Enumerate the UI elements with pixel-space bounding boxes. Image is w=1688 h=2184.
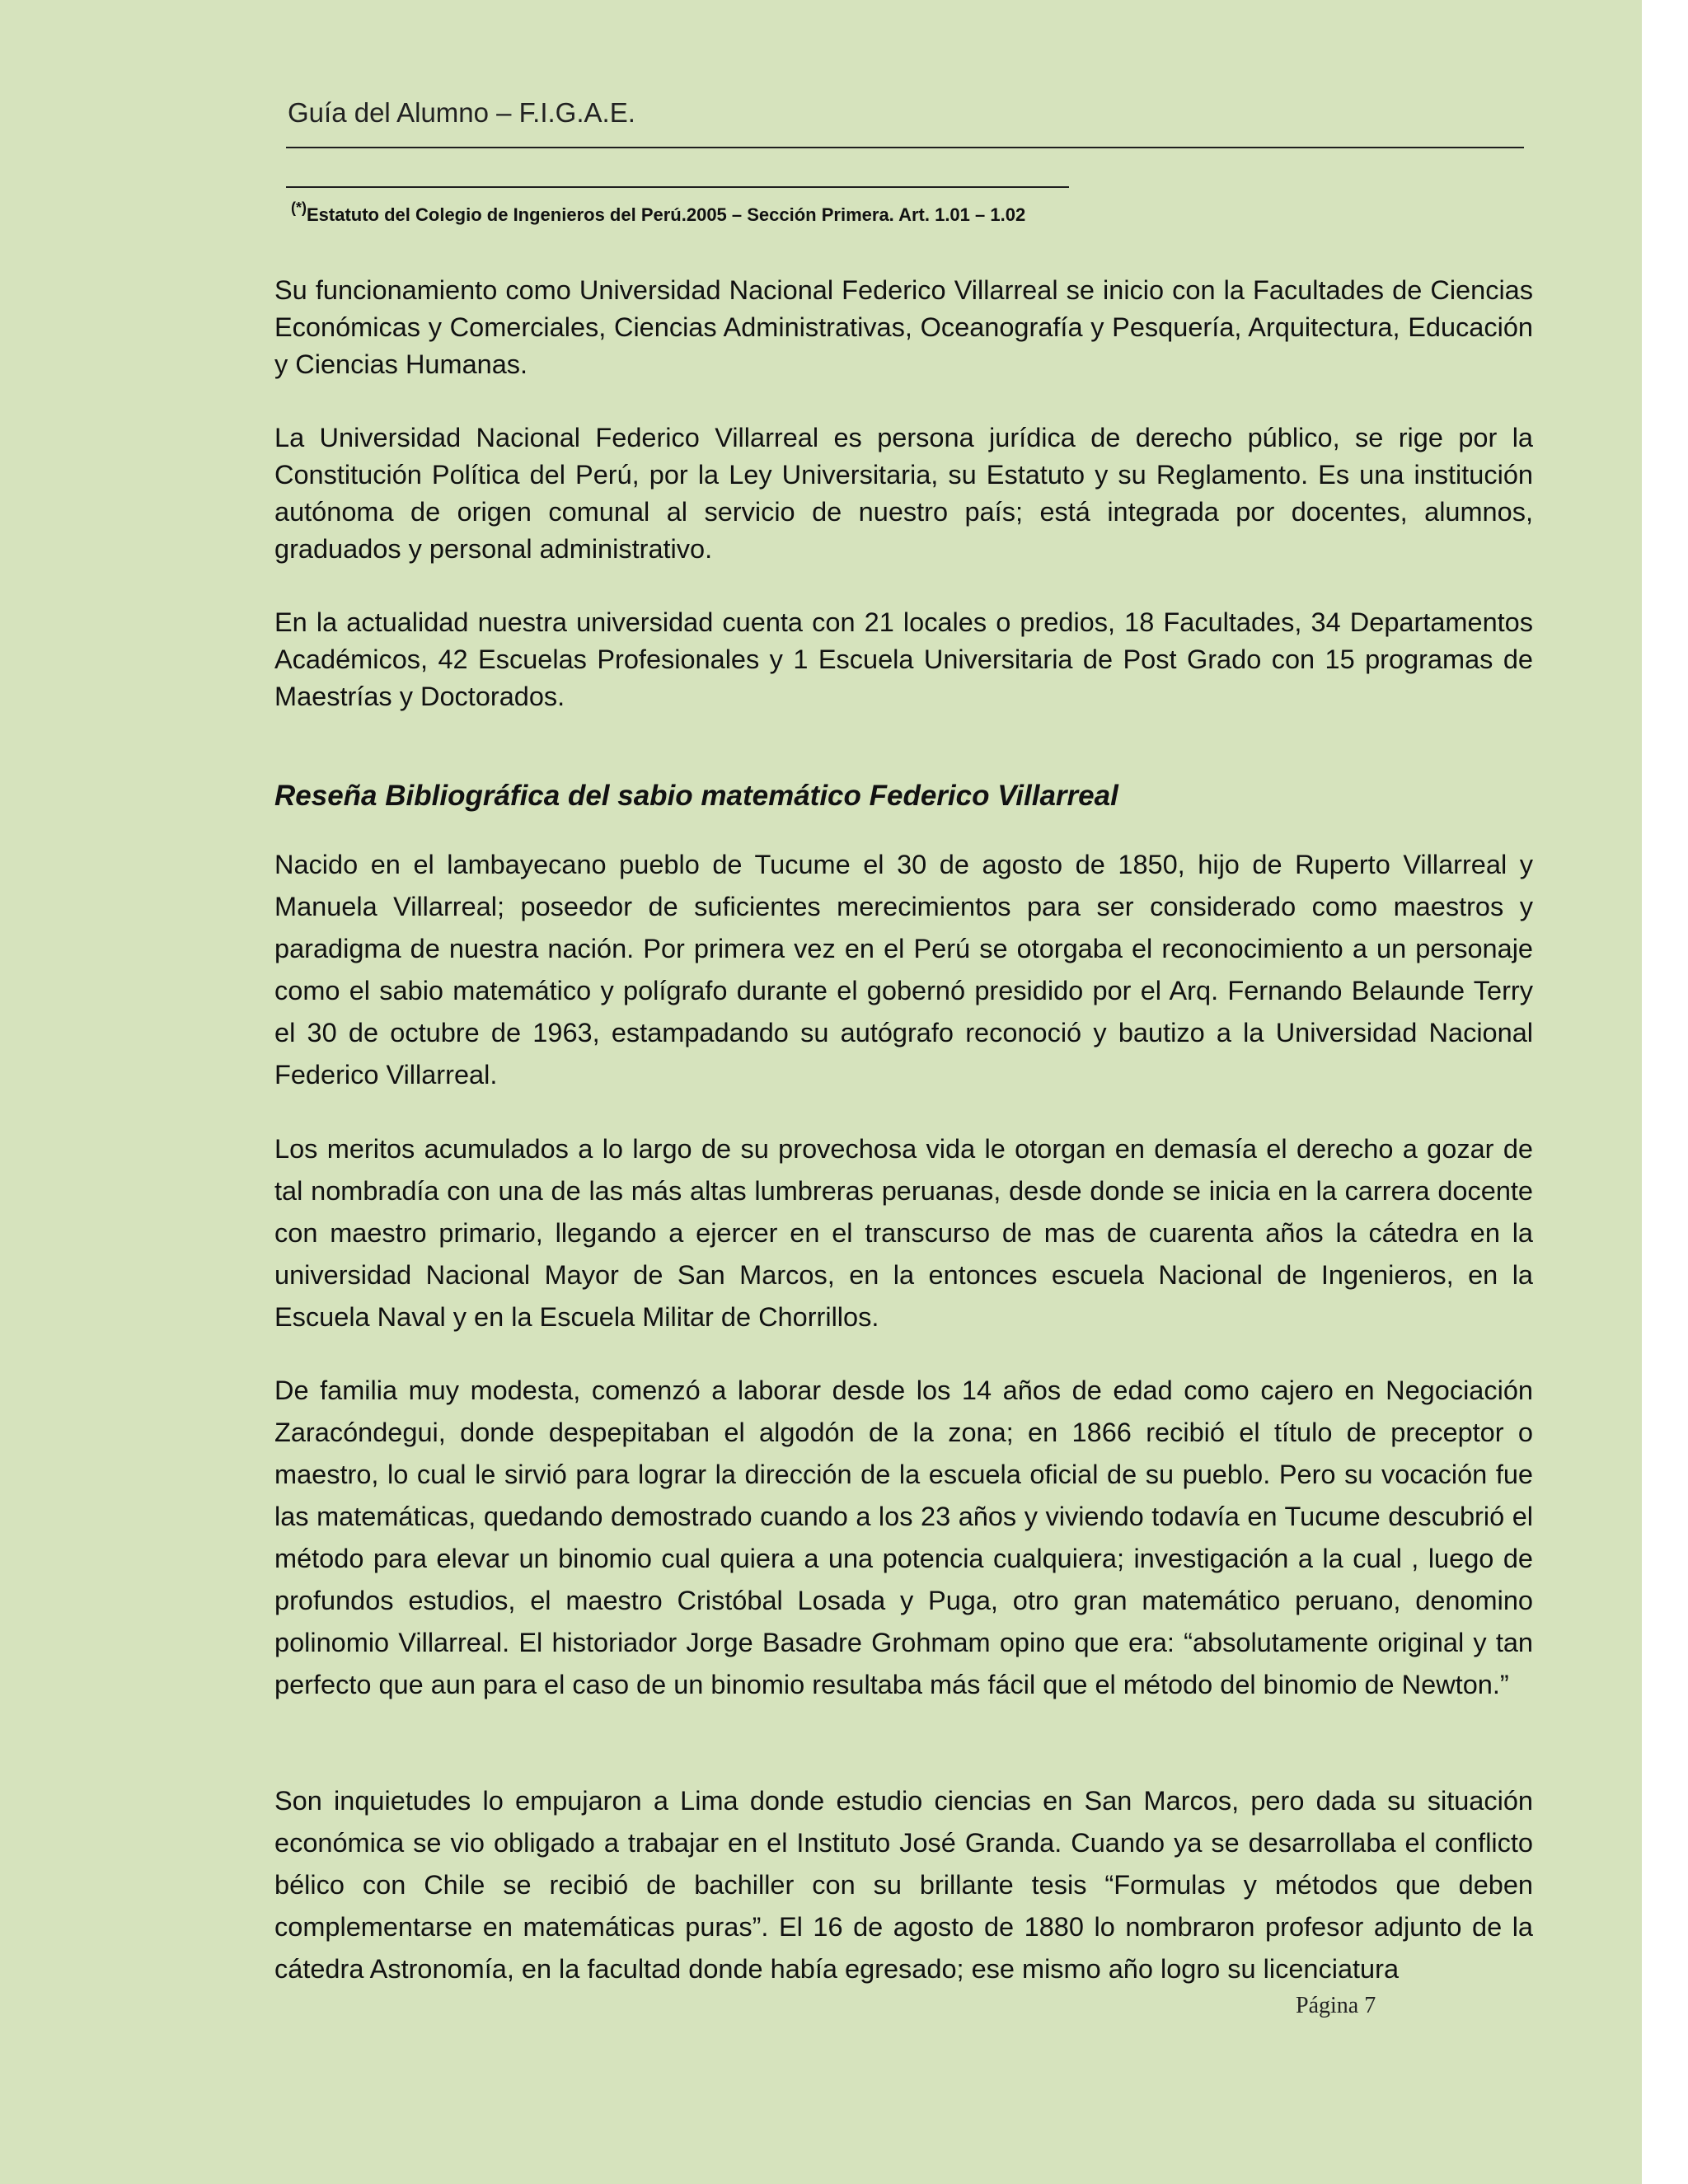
section-heading: Reseña Bibliográfica del sabio matemático Federico Villarreal — [274, 780, 1118, 812]
paragraph-meritos: Los meritos acumulados a lo largo de su provechosa vida le otorgan en demasía el derecho a gozar de tal nombradía con una de las más altas lumbreras peruanas, desde donde se inicia en la carrera docente con maestro primario, llegando a ejercer en el transcurso de mas de cuarenta años la cátedra en la universidad Nacional Mayor de San Marcos, en la entonces escuela Nacional de Ingenieros, en la Escuela Naval y en la Escuela Militar de Chorrillos. — [274, 1134, 1533, 1332]
footnote-text: Estatuto del Colegio de Ingenieros del Perú.2005 – Sección Primera. Art. 1.01 – 1.02 — [307, 204, 1026, 225]
paragraph-funcionamiento: Su funcionamiento como Universidad Nacional Federico Villarreal se inicio con la Facultades de Ciencias Económicas y Comerciales, Ciencias Administrativas, Oceanografía y Pesquería, Arquitectura, Educación y Ciencias Humanas. — [274, 275, 1533, 379]
footnote-marker: (*) — [291, 199, 307, 216]
footnote-divider — [286, 186, 1069, 188]
page-number: Página 7 — [1296, 1993, 1376, 2018]
header-divider — [286, 147, 1524, 148]
paragraph-inquietudes: Son inquietudes lo empujaron a Lima donde estudio ciencias en San Marcos, pero dada su situación económica se vio obligado a trabajar en el Instituto José Granda. Cuando ya se desarrollaba el conflicto bélico con Chile se recibió de bachiller con su brillante tesis “Formulas y métodos que deben complementarse en matemáticas puras”. El 16 de agosto de 1880 lo nombraron profesor adjunto de la cátedra Astronomía, en la facultad donde había egresado; ese mismo año logro su licenciatura — [274, 1786, 1533, 1984]
paragraph-actualidad: En la actualidad nuestra universidad cuenta con 21 locales o predios, 18 Facultades, 34 Departamentos Académicos, 42 Escuelas Profesionales y 1 Escuela Universitaria de Post Grado con 15 programas de Maestrías y Doctorados. — [274, 607, 1533, 711]
running-header: Guía del Alumno – F.I.G.A.E. — [288, 97, 635, 128]
paragraph-nacimiento: Nacido en el lambayecano pueblo de Tucume el 30 de agosto de 1850, hijo de Ruperto Villarreal y Manuela Villarreal; poseedor de suficientes merecimientos para ser considerado como maestros y paradigma de nuestra nación. Por primera vez en el Perú se otorgaba el reconocimiento a un personaje como el sabio matemático y polígrafo durante el gobernó presidido por el Arq. Fernando Belaunde Terry el 30 de octubre de 1963, estampadando su autógrafo reconoció y bautizo a la Universidad Nacional Federico Villarreal. — [274, 850, 1533, 1090]
paragraph-familia: De familia muy modesta, comenzó a laborar desde los 14 años de edad como cajero en Negociación Zaracóndegui, donde despepitaban el algodón de la zona; en 1866 recibió el título de preceptor o maestro, lo cual le sirvió para lograr la dirección de la escuela oficial de su pueblo. Pero su vocación fue las matemáticas, quedando demostrado cuando a los 23 años y viviendo todavía en Tucume descubrió el método para elevar un binomio cual quiera a una potencia cualquiera; investigación a la cual , luego de profundos estudios, el maestro Cristóbal Losada y Puga, otro gran matemático peruano, denomino polinomio Villarreal. El historiador Jorge Basadre Grohmam opino que era: “absolutamente original y tan perfecto que aun para el caso de un binomio resultaba más fácil que el método del binomio de Newton.” — [274, 1376, 1533, 1699]
footnote — [291, 199, 1025, 226]
paragraph-persona-juridica: La Universidad Nacional Federico Villarreal es persona jurídica de derecho público, se rige por la Constitución Política del Perú, por la Ley Universitaria, su Estatuto y su Reglamento. Es una institución autónoma de origen comunal al servicio de nuestro país; está integrada por docentes, alumnos, graduados y personal administrativo. — [274, 423, 1533, 564]
